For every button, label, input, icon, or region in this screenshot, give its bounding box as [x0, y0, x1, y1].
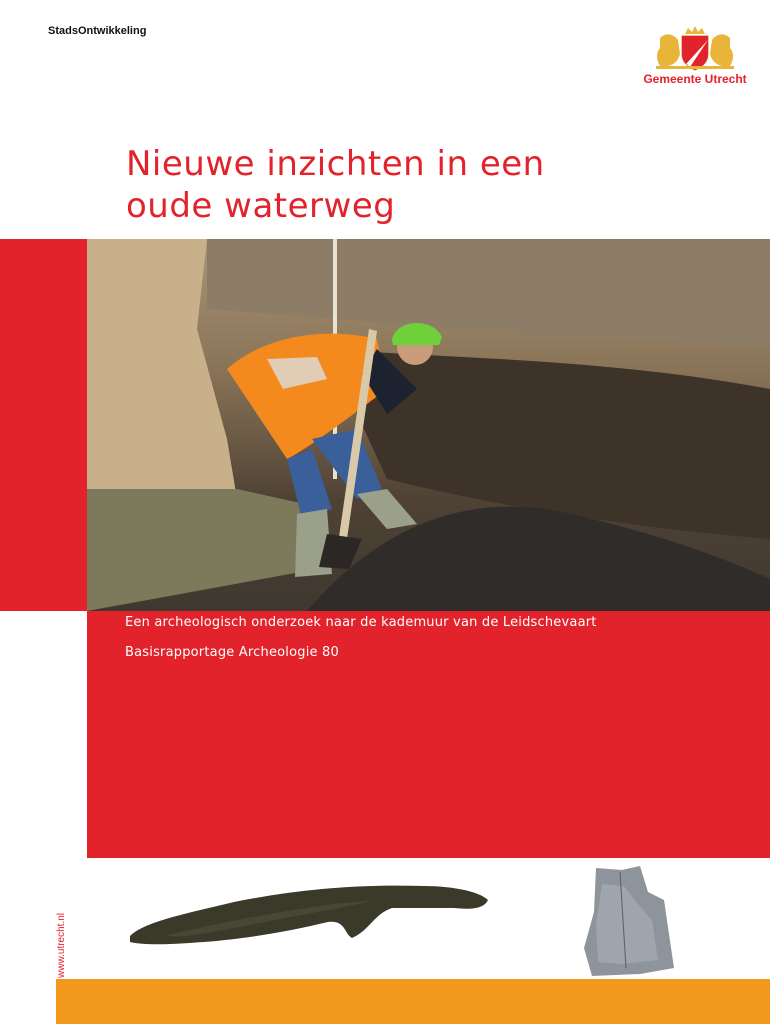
department-name: StadsOntwikkeling: [48, 25, 147, 37]
title-line-2: oude waterweg: [126, 186, 396, 226]
report-series: Basisrapportage Archeologie 80: [125, 645, 339, 660]
artifact-wood-image: [124, 878, 490, 954]
cover-photo: [87, 239, 770, 611]
logo-text: Gemeente Utrecht: [643, 72, 747, 86]
artifact-stone-image: [582, 864, 678, 976]
page-title: [126, 143, 686, 227]
website-url: www.utrecht.nl: [56, 912, 67, 978]
municipality-logo: [638, 26, 752, 90]
title-line-1: Nieuwe inzichten in een: [126, 144, 545, 184]
red-block-left: [0, 239, 87, 611]
orange-band: [56, 979, 770, 1024]
excavation-photo-image: [87, 239, 770, 611]
utrecht-coat-of-arms-icon: [638, 26, 752, 72]
report-subtitle: Een archeologisch onderzoek naar de kademuur van de Leidschevaart: [125, 615, 597, 630]
